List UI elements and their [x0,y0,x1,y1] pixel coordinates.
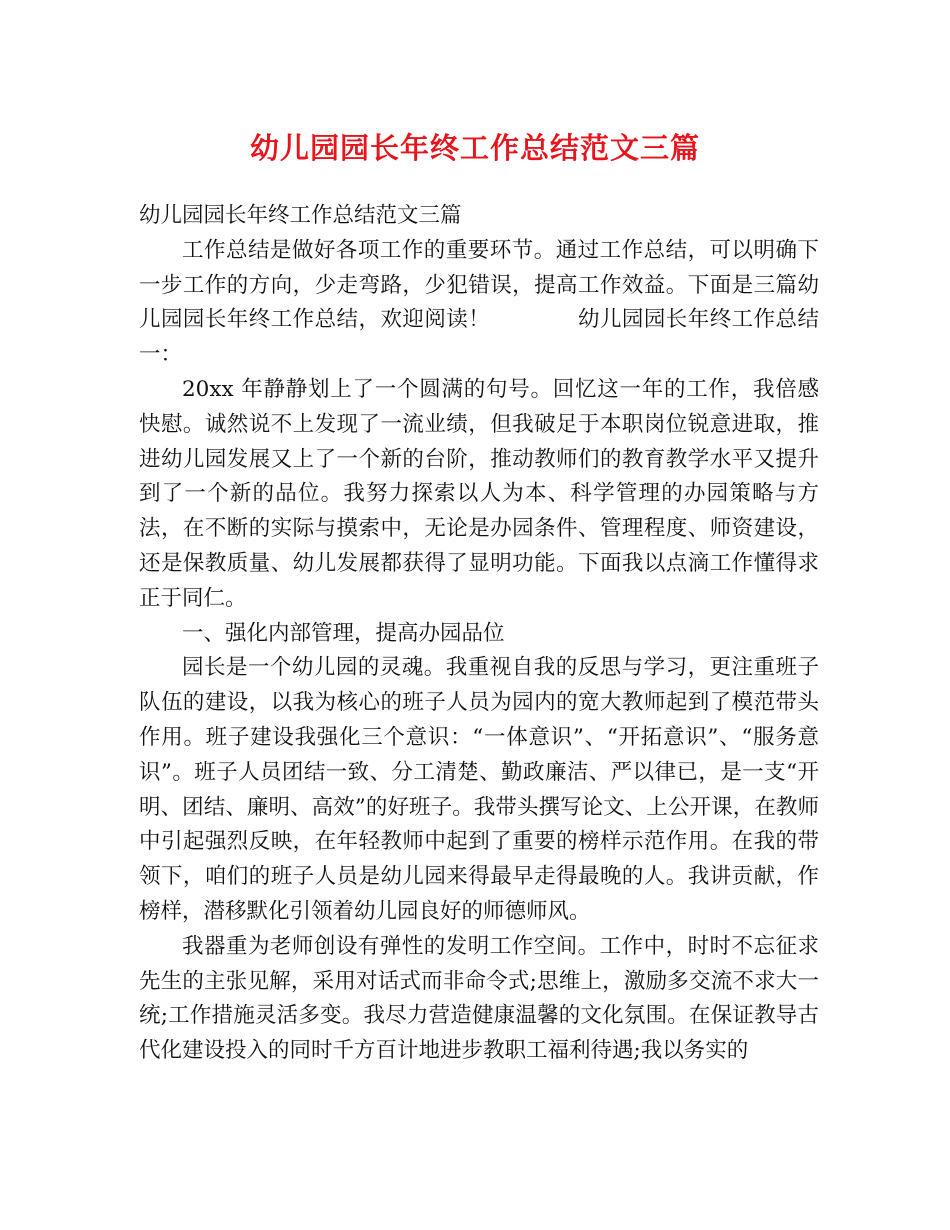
document-title: 幼儿园园长年终工作总结范文三篇 [249,131,700,165]
paragraph-review: 20xx 年静静划上了一个圆满的句号。回忆这一年的工作，我倍感快慰。诚然说不上发现了一流业绩，但我破足于本职岗位锐意进取，推进幼儿园发展又上了一个新的台阶，推动教师们的教育教学水平又提升到了一个新的品位。我努力探索以人为本、科学管理的办园策略与方法，在不断的实际与摸索中，无论是办园条件、管理程度、师资建设，还是保教质量、幼儿发展都获得了显明功能。下面我以点滴工作懂得求正于同仁。 [139,376,819,611]
paragraph-workspace: 我器重为老师创设有弹性的发明工作空间。工作中，时时不忘征求先生的主张见解，采用对话式而非命令式;思维上，激励多交流不求大一统;工作措施灵活多变。我尽力营造健康温馨的文化氛围。在保证教导古代化建设投入的同时千方百计地进步教职工福利待遇;我以务实的 [139,933,819,1064]
paragraph-intro: 工作总结是做好各项工作的重要环节。通过工作总结，可以明确下一步工作的方向，少走弯路，少犯错误，提高工作效益。下面是三篇幼儿园园长年终工作总结，欢迎阅读！ 幼儿园园长年终工作总结一： [139,237,819,368]
document-body [139,199,819,1069]
document-subtitle: 幼儿园园长年终工作总结范文三篇 [139,203,462,228]
section-heading-1: 一、强化内部管理，提高办园品位 [182,620,505,646]
paragraph-leadership: 园长是一个幼儿园的灵魂。我重视自我的反思与学习，更注重班子队伍的建设，以我为核心的班子人员为园内的宽大教师起到了模范带头作用。班子建设我强化三个意识：“一体意识”、“开拓意识”、“服务意识”。班子人员团结一致、分工清楚、勤政廉洁、严以律已，是一支“开明、团结、廉明、高效”的好班子。我带头撰写论文、上公开课，在教师中引起强烈反映，在年轻教师中起到了重要的榜样示范作用。在我的带领下，咱们的班子人员是幼儿园来得最早走得最晚的人。我讲贡献，作榜样，潜移默化引领着幼儿园良好的师德师风。 [139,655,819,924]
